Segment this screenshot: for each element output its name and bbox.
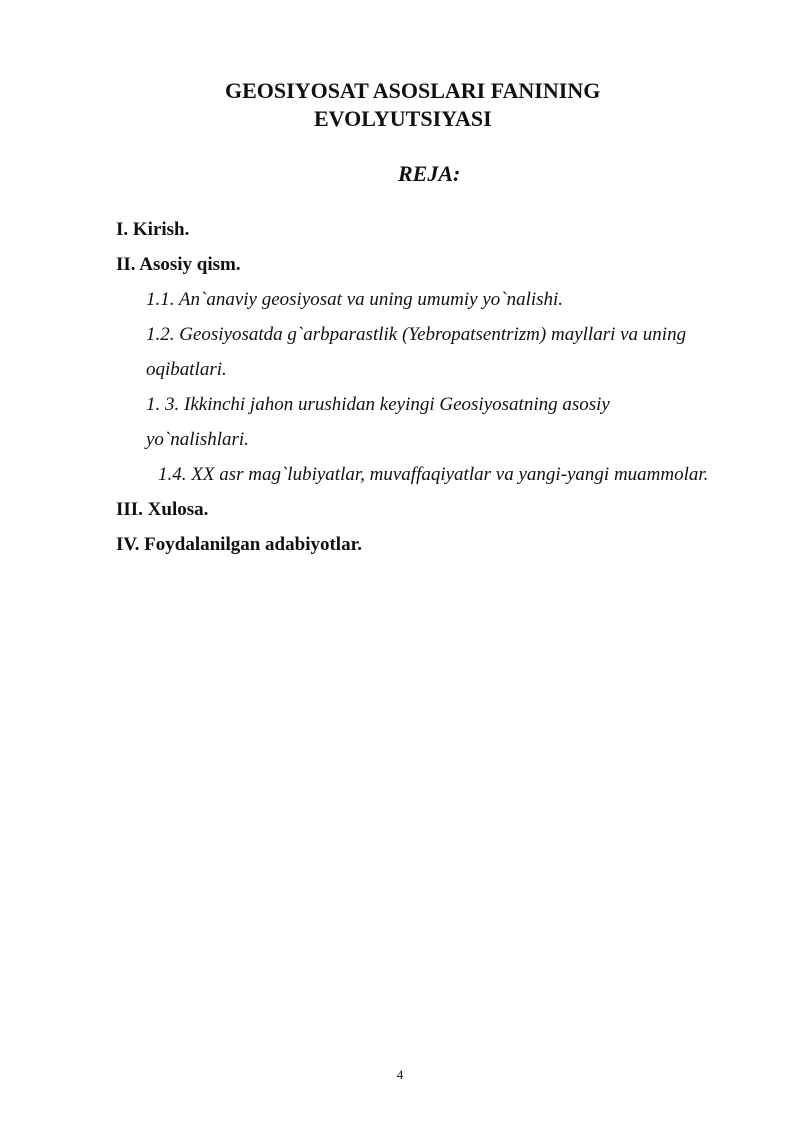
outline-item-references: IV. Foydalanilgan adabiyotlar. xyxy=(116,534,363,555)
outline-subitem-1-2: 1.2. Geosiyosatda g`arbparastlik (Yebropatsentrizm) mayllari va uning oqibatlari. xyxy=(146,324,687,380)
document-title-line-1: GEOSIYOSAT ASOSLARI FANINING xyxy=(225,78,601,103)
outline-subitem-1-4: 1.4. XX asr mag`lubiyatlar, muvaffaqiyatlar va yangi-yangi muammolar. xyxy=(158,464,709,485)
outline-subitem-1-3: 1. 3. Ikkinchi jahon urushidan keyingi Geosiyosatning asosiy yo`nalishlari. xyxy=(146,394,610,450)
plan-heading: REJA: xyxy=(398,161,461,186)
document-title-line-2: EVOLYUTSIYASI xyxy=(314,106,492,131)
outline-item-main-part: II. Asosiy qism. xyxy=(116,254,241,275)
plan-outline xyxy=(116,212,716,562)
page-number: 4 xyxy=(396,1067,404,1082)
outline-item-conclusion: III. Xulosa. xyxy=(116,499,209,520)
outline-subitem-1-1: 1.1. An`anaviy geosiyosat va uning umumiy yo`nalishi. xyxy=(146,289,564,310)
outline-item-introduction: I. Kirish. xyxy=(116,219,190,240)
